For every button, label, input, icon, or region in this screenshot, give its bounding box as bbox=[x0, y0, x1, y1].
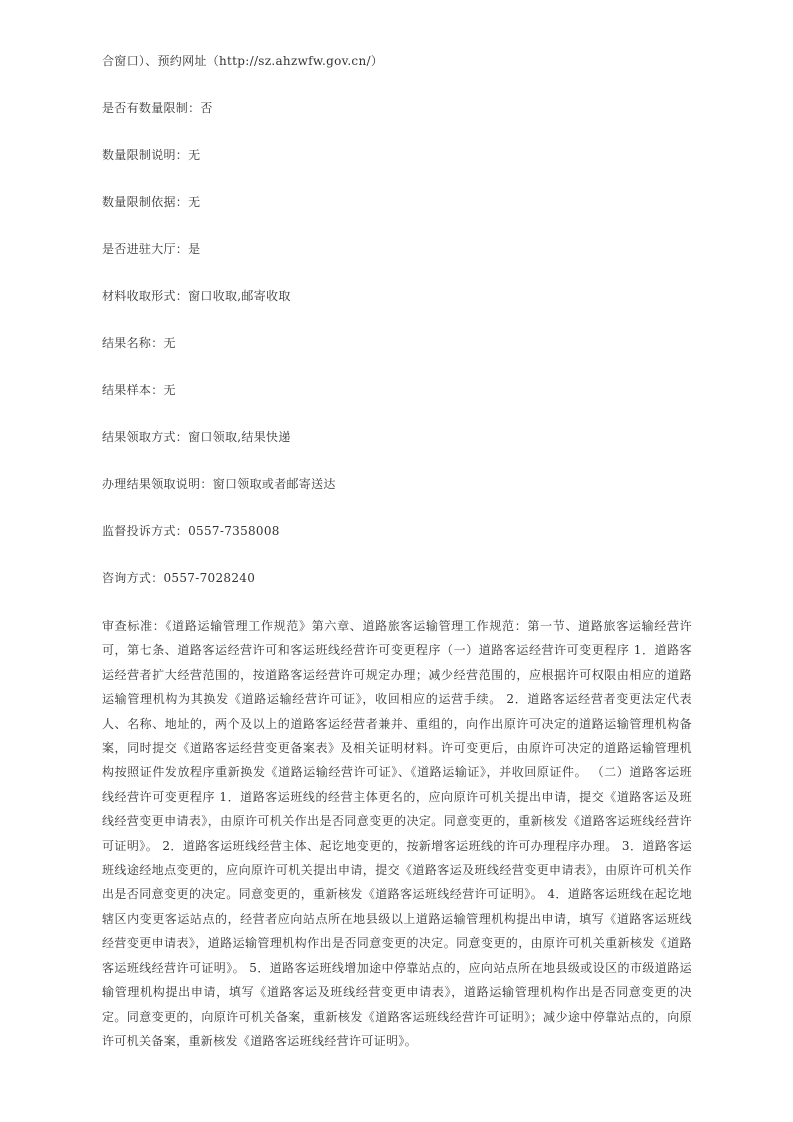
appointment-url-line: 合窗口）、预约网址（http://sz.ahzwfw.gov.cn/） bbox=[102, 54, 384, 68]
quantity-limit-desc-line: 数量限制说明：无 bbox=[102, 148, 201, 162]
consult-phone-line: 咨询方式：0557-7028240 bbox=[102, 571, 256, 585]
quantity-limit-line: 是否有数量限制：否 bbox=[102, 101, 213, 115]
quantity-limit-basis-line: 数量限制依据：无 bbox=[102, 195, 201, 209]
review-standard-paragraph: 审查标准：《道路运输管理工作规范》第六章、道路旅客运输管理工作规范：第一节、道路旅客运输经营许可，第七条、道路客运经营许可和客运班线经营许可变更程序（一）道路客运经营许可变更程序 1．道路客运经营者扩大经营范围的，按道路客运经营许可规定办理；减少经营范围的，应根据许可权限由相应的道路运输管理机构为其换发《道路运输经营许可证》，收回相应的运营手续。 2．道路客运经营者变更法定代表人、名称、地址的，两个及以上的道路客运经营者兼并、重组的，向作出原许可决定的道路运输管理机构备案，同时提交《道路客运经营变更备案表》及相关证明材料。许可变更后，由原许可决定的道路运输管理机构按照证件发放程序重新换发《道路运输经营许可证》、《道路运输证》，并收回原证件。 （二）道路客运班线经营许可变更程序 1．道路客运班线的经营主体更名的，应向原许可机关提出申请，提交《道路客运及班线经营变更申请表》，由原许可机关作出是否同意变更的决定。同意变更的，重新核发《道路客运班线经营许可证明》。 2．道路客运班线经营主体、起讫地变更的，按新增客运班线的许可办理程序办理。 3．道路客运班线途经地点变更的，应向原许可机关提出申请，提交《道路客运及班线经营变更申请表》，由原许可机关作出是否同意变更的决定。同意变更的，重新核发《道路客运班线经营许可证明》。 4．道路客运班线在起讫地辖区内变更客运站点的，经营者应向站点所在地县级以上道路运输管理机构提出申请，填写《道路客运班线经营变更申请表》，道路运输管理机构作出是否同意变更的决定。同意变更的，由原许可机关重新核发《道路客运班线经营许可证明》。 5．道路客运班线增加途中停靠站点的，应向站点所在地县级或设区的市级道路运输管理机构提出申请，填写《道路客运及班线经营变更申请表》，道路运输管理机构作出是否同意变更的决定。同意变更的，向原许可机关备案，重新核发《道路客运班线经营许可证明》；减少途中停靠站点的，向原许可机关备案，重新核发《道路客运班线经营许可证明》。 bbox=[102, 619, 692, 1048]
result-pickup-desc-line: 办理结果领取说明：窗口领取或者邮寄送达 bbox=[102, 477, 336, 491]
result-name-line: 结果名称：无 bbox=[102, 336, 176, 350]
result-sample-line: 结果样本：无 bbox=[102, 383, 176, 397]
complaint-phone-line: 监督投诉方式：0557-7358008 bbox=[102, 524, 280, 538]
service-hall-line: 是否进驻大厅：是 bbox=[102, 242, 201, 256]
result-pickup-method-line: 结果领取方式：窗口领取,结果快递 bbox=[102, 430, 291, 444]
material-collection-line: 材料收取形式：窗口收取,邮寄收取 bbox=[102, 289, 291, 303]
